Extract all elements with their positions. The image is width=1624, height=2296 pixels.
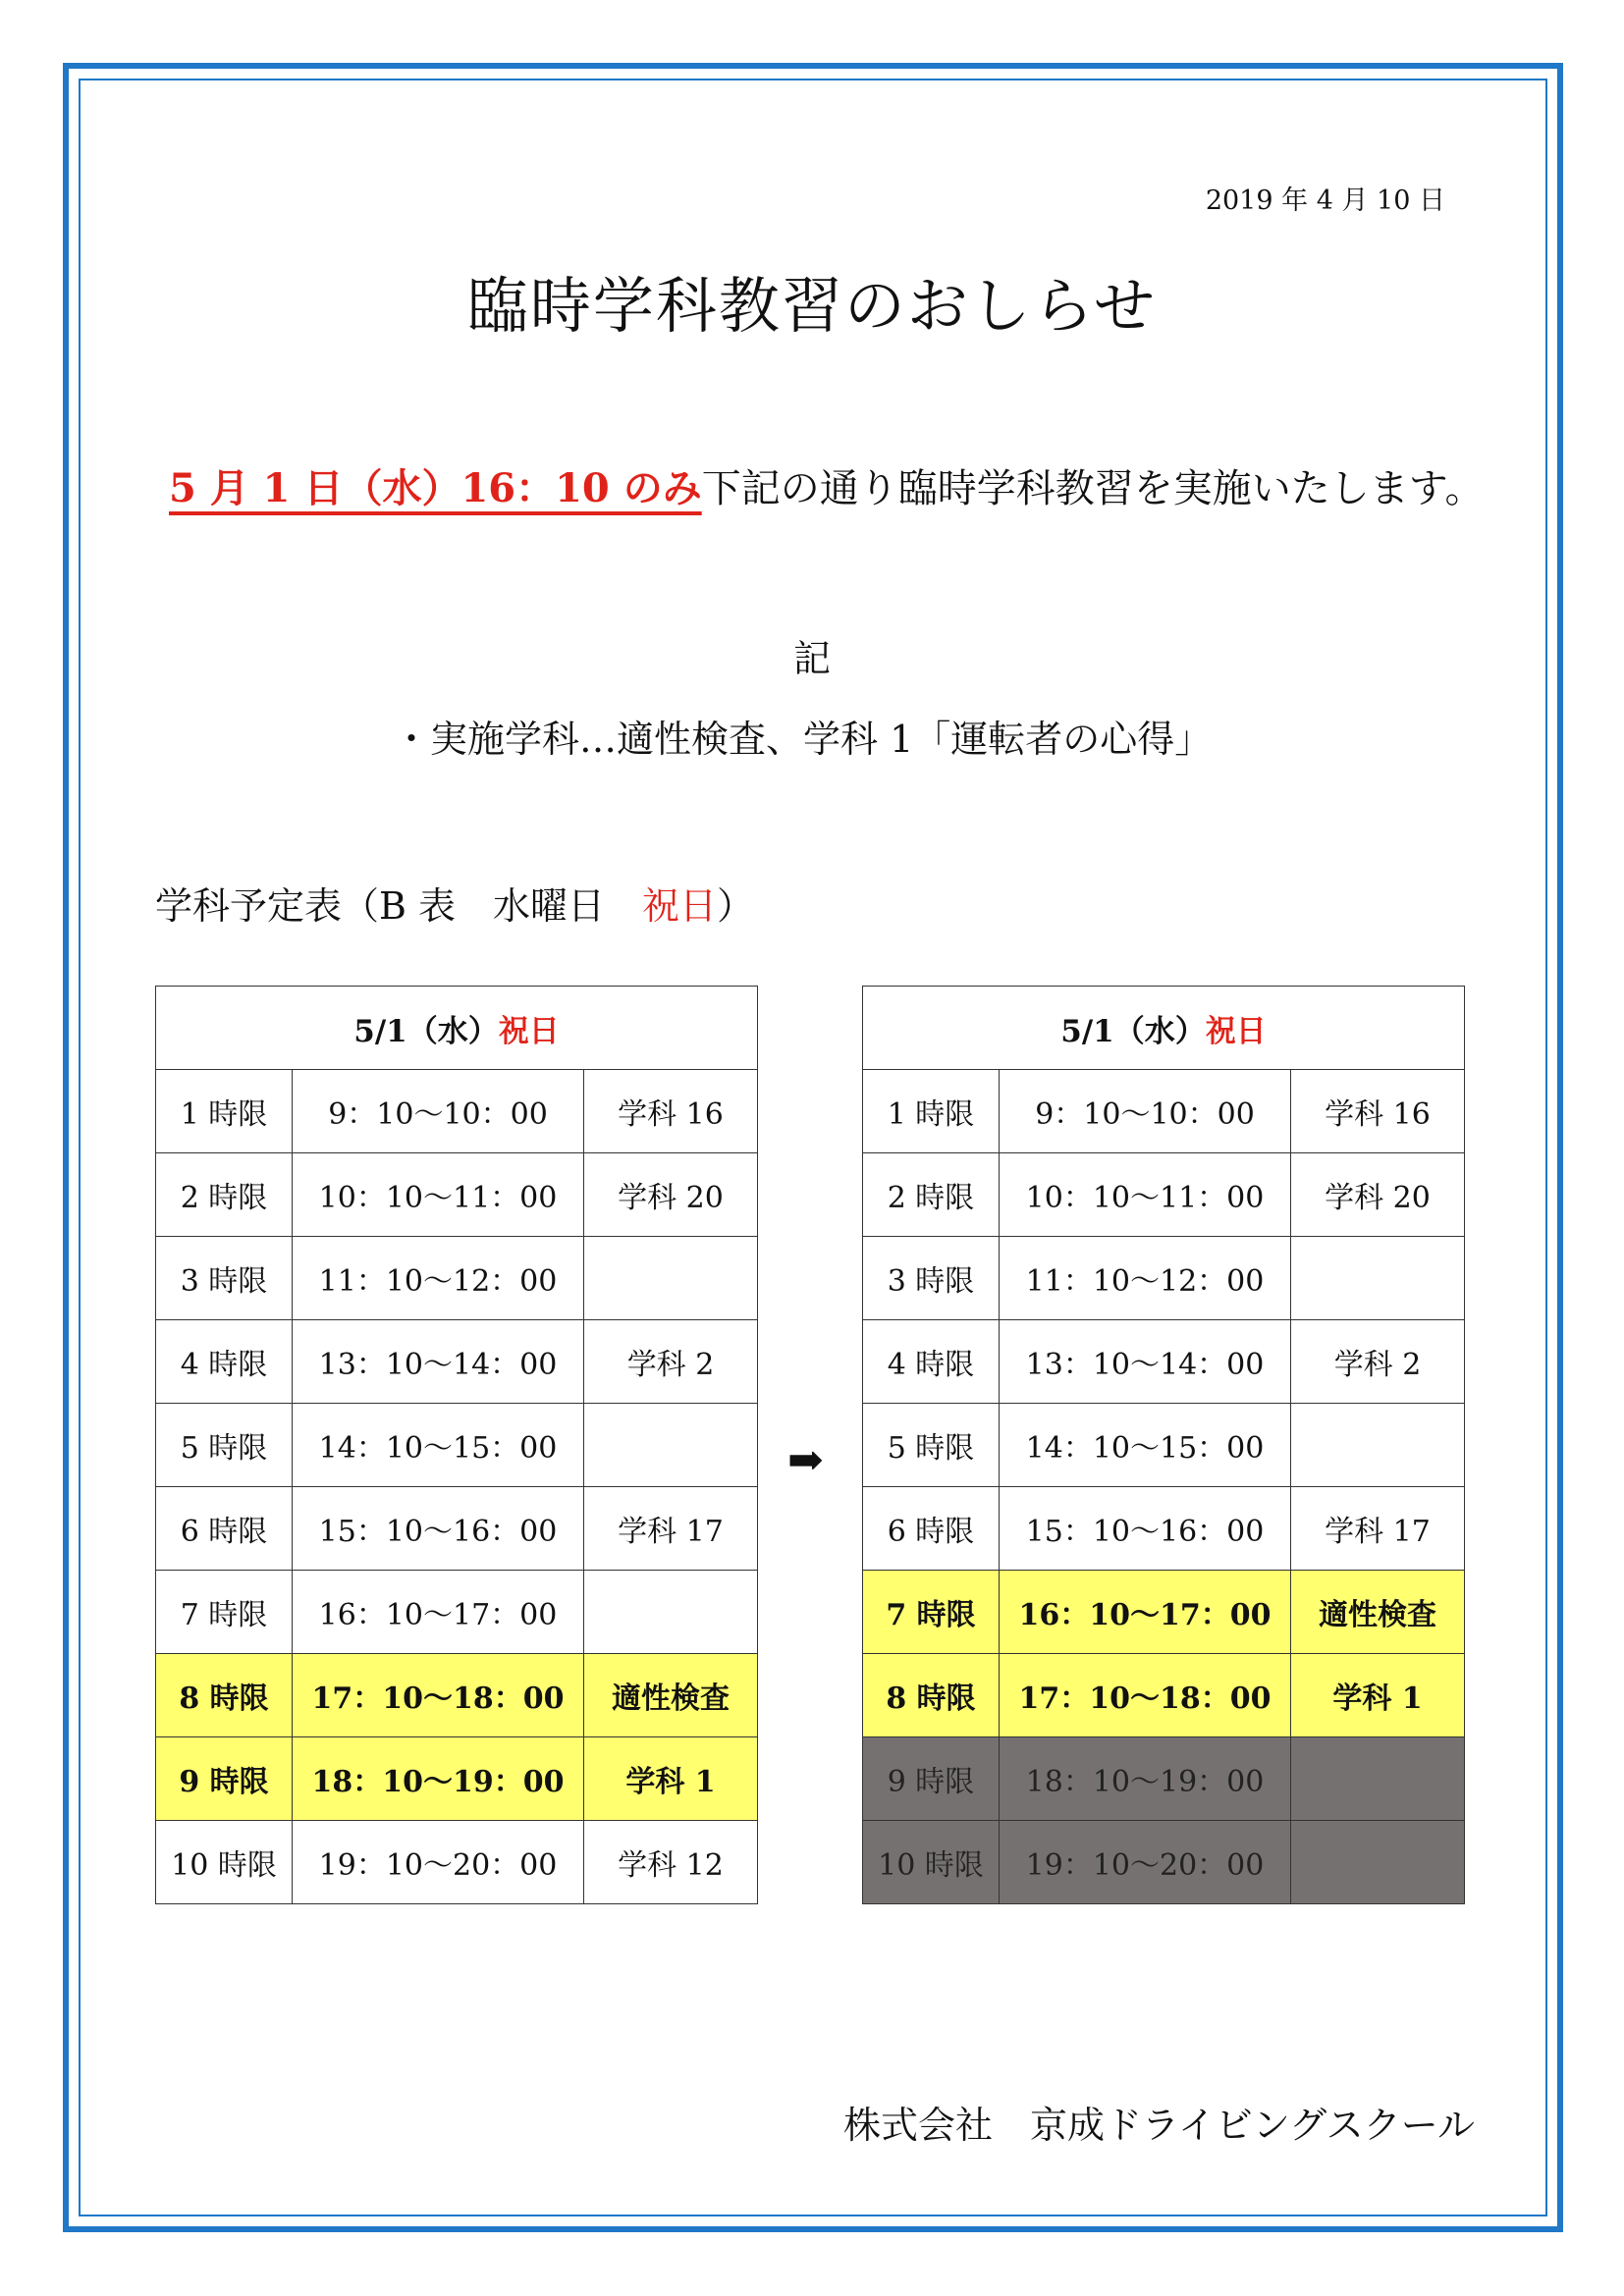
period-cell: 8 時限: [863, 1654, 1000, 1737]
subject-cell: [584, 1571, 758, 1654]
subject-cell: 学科 17: [584, 1487, 758, 1571]
period-cell: 10 時限: [156, 1821, 293, 1904]
period-cell: 5 時限: [863, 1404, 1000, 1487]
period-cell: 9 時限: [156, 1737, 293, 1821]
time-cell: 18：10〜19：00: [293, 1737, 584, 1821]
subject-cell: 学科 20: [584, 1153, 758, 1237]
subject-cell: [1291, 1404, 1465, 1487]
time-cell: 13：10〜14：00: [293, 1320, 584, 1404]
period-cell: 9 時限: [863, 1737, 1000, 1821]
time-cell: 11：10〜12：00: [293, 1237, 584, 1320]
table-row: [156, 1571, 758, 1654]
table-row-highlighted: [863, 1654, 1465, 1737]
table-row-cancelled: [863, 1737, 1465, 1821]
table-row-cancelled: [863, 1821, 1465, 1904]
subject-cell: 適性検査: [1291, 1571, 1465, 1654]
header-holiday: 祝日: [498, 1013, 560, 1049]
table-header: [863, 987, 1465, 1070]
table-header-row: [863, 987, 1465, 1070]
period-cell: 3 時限: [156, 1237, 293, 1320]
table-row: [863, 1320, 1465, 1404]
header-date: 5/1（水）: [1060, 1013, 1206, 1049]
period-cell: 2 時限: [156, 1153, 293, 1237]
time-cell: 11：10〜12：00: [1000, 1237, 1291, 1320]
subject-cell: 学科 1: [1291, 1654, 1465, 1737]
header-date: 5/1（水）: [353, 1013, 499, 1049]
subject-cell-crossed: [1291, 1737, 1465, 1821]
period-cell: 10 時限: [863, 1821, 1000, 1904]
time-cell: 14：10〜15：00: [1000, 1404, 1291, 1487]
table-row-highlighted: [863, 1571, 1465, 1654]
time-cell: 19：10〜20：00: [293, 1821, 584, 1904]
period-cell: 7 時限: [863, 1571, 1000, 1654]
time-cell: 9：10〜10：00: [293, 1070, 584, 1153]
time-cell: 16：10〜17：00: [1000, 1571, 1291, 1654]
schedule-title-prefix: 学科予定表（B 表 水曜日: [155, 884, 643, 928]
schedule-title: [155, 876, 754, 930]
period-cell: 4 時限: [863, 1320, 1000, 1404]
subject-cell-crossed: [1291, 1821, 1465, 1904]
table-header-row: [156, 987, 758, 1070]
schedule-title-suffix: ）: [717, 884, 755, 928]
period-cell: 2 時限: [863, 1153, 1000, 1237]
time-cell: 13：10〜14：00: [1000, 1320, 1291, 1404]
period-cell: 8 時限: [156, 1654, 293, 1737]
subject-cell: 適性検査: [584, 1654, 758, 1737]
lead-highlight: 5 月 1 日（水）16：10 のみ: [169, 465, 702, 511]
table-row-highlighted: [156, 1737, 758, 1821]
subject-line: ・実施学科…適性検査、学科 1「運転者の心得」: [393, 718, 1213, 761]
table-row: [863, 1237, 1465, 1320]
table-row: [156, 1237, 758, 1320]
lead-rest: 下記の通り臨時学科教習を実施いたします。: [701, 466, 1485, 511]
table-row: [156, 1070, 758, 1153]
subject-cell: 学科 20: [1291, 1153, 1465, 1237]
period-cell: 5 時限: [156, 1404, 293, 1487]
ki-heading: 記: [792, 637, 831, 680]
period-cell: 3 時限: [863, 1237, 1000, 1320]
header-holiday: 祝日: [1205, 1013, 1267, 1049]
schedule-table-original: [155, 986, 758, 1904]
time-cell: 15：10〜16：00: [293, 1487, 584, 1571]
period-cell: 1 時限: [863, 1070, 1000, 1153]
time-cell: 19：10〜20：00: [1000, 1821, 1291, 1904]
subject-cell: 学科 16: [584, 1070, 758, 1153]
subject-cell: 学科 1: [584, 1737, 758, 1821]
notice-date: 2019 年 4 月 10 日: [1205, 186, 1445, 216]
subject-cell: [584, 1237, 758, 1320]
time-cell: 10：10〜11：00: [293, 1153, 584, 1237]
table-row: [156, 1487, 758, 1571]
period-cell: 7 時限: [156, 1571, 293, 1654]
period-cell: 6 時限: [863, 1487, 1000, 1571]
period-cell: 4 時限: [156, 1320, 293, 1404]
time-cell: 14：10〜15：00: [293, 1404, 584, 1487]
period-cell: 6 時限: [156, 1487, 293, 1571]
time-cell: 15：10〜16：00: [1000, 1487, 1291, 1571]
table-row-highlighted: [156, 1654, 758, 1737]
table-row: [863, 1404, 1465, 1487]
time-cell: 10：10〜11：00: [1000, 1153, 1291, 1237]
page-title: 臨時学科教習のおしらせ: [466, 270, 1158, 342]
period-cell: 1 時限: [156, 1070, 293, 1153]
subject-cell: [1291, 1237, 1465, 1320]
table-row: [156, 1821, 758, 1904]
subject-cell: 学科 16: [1291, 1070, 1465, 1153]
time-cell: 16：10〜17：00: [293, 1571, 584, 1654]
schedule-table-revised: [862, 986, 1465, 1904]
subject-cell: 学科 12: [584, 1821, 758, 1904]
table-row: [863, 1153, 1465, 1237]
time-cell: 17：10〜18：00: [293, 1654, 584, 1737]
subject-cell: [584, 1404, 758, 1487]
company-name: 株式会社 京成ドライビングスクール: [843, 2104, 1475, 2147]
table-row: [156, 1404, 758, 1487]
time-cell: 18：10〜19：00: [1000, 1737, 1291, 1821]
subject-cell: 学科 2: [584, 1320, 758, 1404]
table-row: [156, 1153, 758, 1237]
subject-cell: 学科 17: [1291, 1487, 1465, 1571]
lead-sentence: [169, 457, 1485, 513]
table-row: [863, 1070, 1465, 1153]
table-header: [156, 987, 758, 1070]
time-cell: 9：10〜10：00: [1000, 1070, 1291, 1153]
subject-cell: 学科 2: [1291, 1320, 1465, 1404]
table-row: [156, 1320, 758, 1404]
schedule-title-holiday: 祝日: [642, 884, 718, 928]
right-arrow-icon: ➡: [787, 1435, 824, 1485]
table-row: [863, 1487, 1465, 1571]
time-cell: 17：10〜18：00: [1000, 1654, 1291, 1737]
